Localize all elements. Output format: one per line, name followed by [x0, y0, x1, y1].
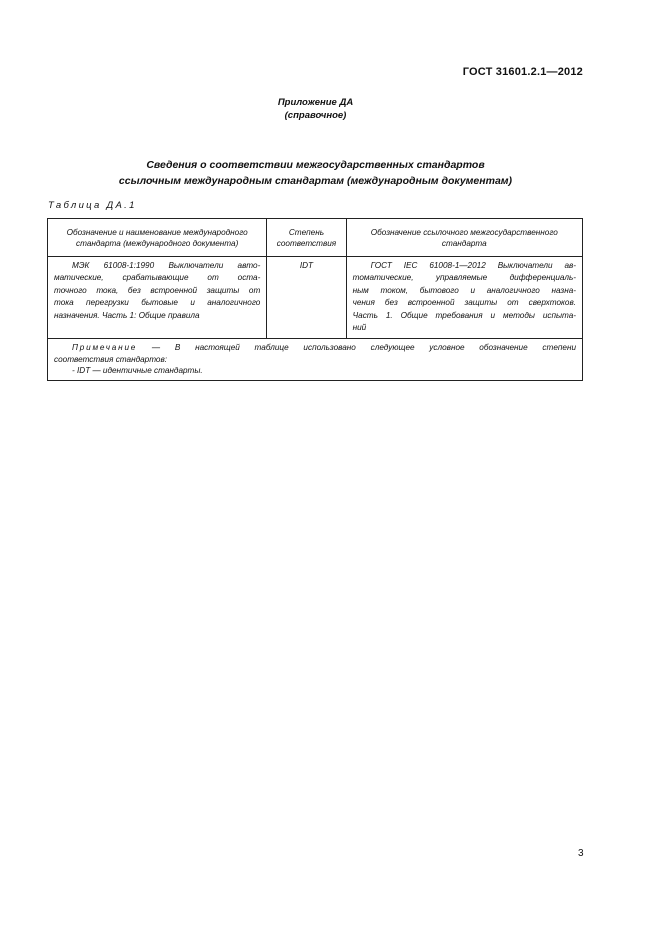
title-line-2: ссылочным международным стандартам (международным документам)	[118, 175, 513, 187]
appendix-type: (справочное)	[284, 110, 347, 121]
cell-line: назначения. Часть 1: Общие правила	[54, 310, 200, 320]
cell-line: ний	[352, 323, 367, 333]
header-interstate: Обозначение ссылочного межгосударственного стандарта	[346, 219, 582, 257]
document-title	[0, 157, 631, 189]
note-line-3: - IDT — идентичные стандарты.	[72, 366, 203, 376]
cell-line: Часть 1. Общие требования и методы испыта-	[352, 310, 576, 320]
table-row	[48, 257, 583, 339]
cell-line: матические, срабатывающие от оста-	[54, 273, 261, 283]
note-label: Примечание	[72, 343, 138, 353]
header-international: Обозначение и наименование международного стандарта (международного документа)	[48, 219, 267, 257]
cell-interstate-standard	[346, 257, 582, 339]
header-degree: Степень соответствия	[267, 219, 346, 257]
appendix-title: Приложение ДА	[277, 97, 354, 108]
cell-line: чения без встроенной защиты от сверхтоков.	[352, 298, 576, 308]
note-line-2: соответствия стандартов:	[54, 354, 168, 364]
cell-line: МЭК 61008-1:1990 Выключатели авто-	[72, 261, 261, 270]
appendix-heading	[0, 96, 631, 122]
table-note	[48, 339, 583, 381]
cell-line: тока перегрузки бытовые и аналогичного	[54, 298, 261, 308]
cell-line: томатические, управляемые дифференциаль-	[352, 273, 576, 283]
correspondence-table	[47, 218, 583, 381]
note-text: — В настоящей таблице использовано следующее условное обозначение степени	[151, 343, 576, 353]
cell-line: точного тока, без встроенной защиты от	[54, 285, 261, 295]
page-number: 3	[578, 848, 584, 859]
table-label: Таблица ДА.1	[48, 200, 137, 211]
cell-line: ГОСТ IEC 61008-1—2012 Выключатели ав-	[370, 261, 576, 270]
table-note-row	[48, 339, 583, 381]
document-code: ГОСТ 31601.2.1—2012	[462, 66, 583, 78]
cell-international-standard	[48, 257, 267, 339]
cell-degree: IDT	[267, 257, 346, 339]
cell-line: ным током, бытового и аналогичного назна-	[352, 285, 576, 295]
note-line-1	[54, 342, 576, 354]
table-header-row	[48, 219, 583, 257]
title-line-1: Сведения о соответствии межгосударственных стандартов	[146, 159, 485, 171]
